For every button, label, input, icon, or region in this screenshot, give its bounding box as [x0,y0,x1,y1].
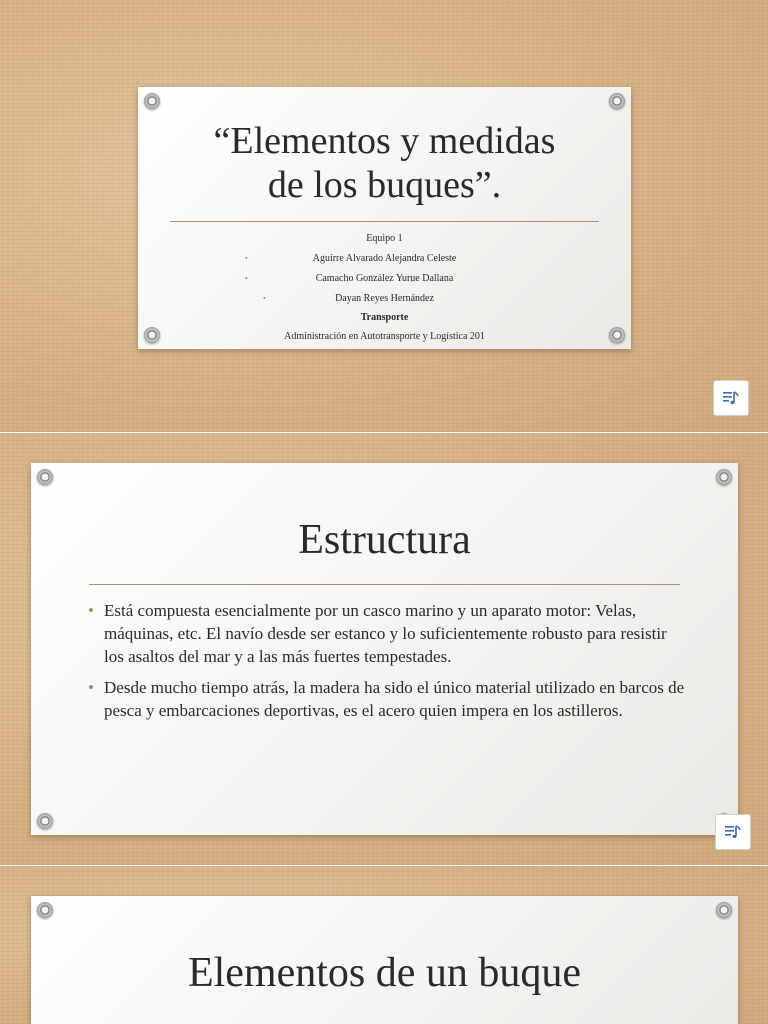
title-card [138,87,631,349]
member-item [138,289,631,309]
slide-title: Estructura [298,517,471,563]
slide-title: Elementos de un buque [187,950,582,996]
bullet-icon: • [88,601,94,620]
member-item [138,249,631,269]
bullet-text: Está compuesta esencialmente por un casco marino y un aparato motor: Velas, máquinas, etc. El navío desde ser estanco y lo suficientemente robusto para resistir los asaltos del mar y a las más fuertes tempestades. [104,601,667,666]
bullet-icon: • [88,678,94,697]
title-line-2: de los buques”. [267,164,502,206]
bullet-list [88,599,688,730]
presentation-title [138,119,631,207]
slide-2 [0,433,768,865]
member-name: Dayan Reyes Hernández [335,293,434,304]
subject-label: Transporte [360,312,409,323]
member-name: Camacho González Yurue Dallana [315,273,454,284]
divider [89,584,680,585]
audio-playlist-icon [721,388,741,408]
grommet-icon [716,902,732,918]
grommet-icon [37,469,53,485]
bullet-icon: • [263,294,266,303]
title-line-1: “Elementos y medidas [213,120,556,162]
grommet-icon [144,93,160,109]
content-card [31,896,738,1024]
bullet-text: Desde mucho tiempo atrás, la madera ha sido el único material utilizado en barcos de pesca y embarcaciones deportivas, es el acero quien impera en los astilleros. [104,678,685,720]
slide-3 [0,866,768,1024]
content-card [31,463,738,835]
bullet-icon: • [245,254,248,263]
course-label: Administración en Autotransporte y Logística 201 [284,331,485,342]
list-item [88,676,688,722]
audio-playlist-icon [723,822,743,842]
team-label: Equipo 1 [366,233,403,244]
list-item [88,599,688,668]
divider [170,221,599,222]
member-name: Aguirre Alvarado Alejandra Celeste [312,253,457,264]
bullet-icon: • [245,274,248,283]
subtitle-block [138,229,631,347]
slide-1 [0,0,768,432]
grommet-icon [609,93,625,109]
audio-button[interactable] [715,814,751,850]
grommet-icon [37,902,53,918]
grommet-icon [37,813,53,829]
member-item [138,269,631,289]
grommet-icon [716,469,732,485]
audio-button[interactable] [713,380,749,416]
